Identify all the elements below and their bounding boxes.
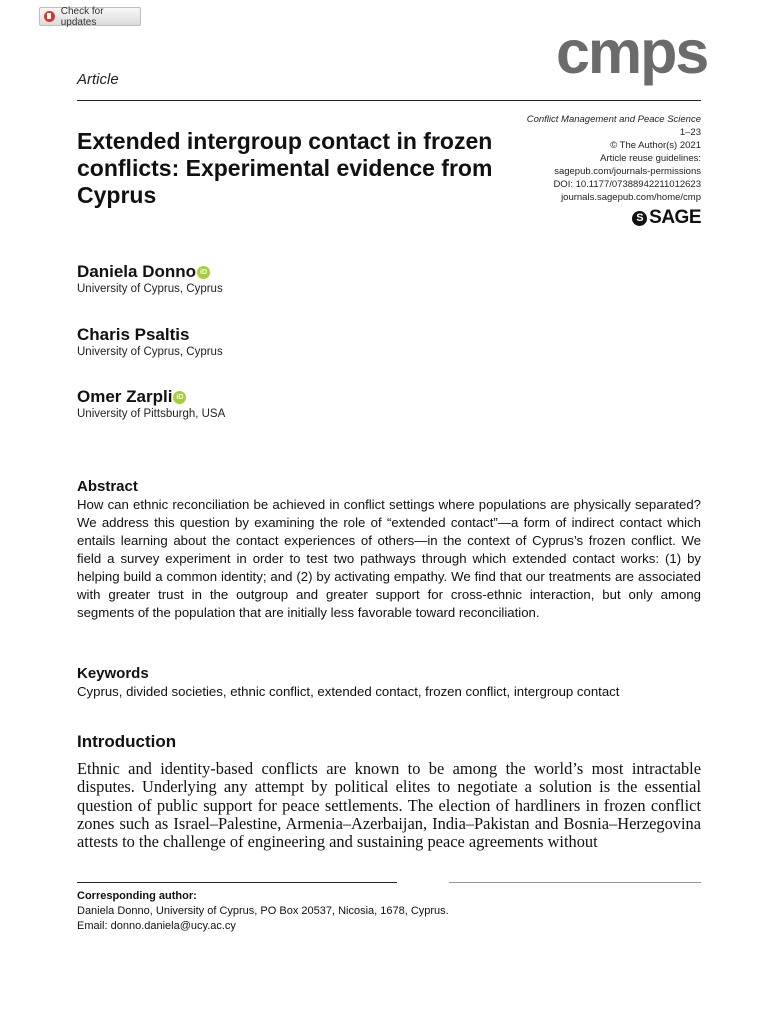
doi-link[interactable]: DOI: 10.1177/07388942211012623	[553, 179, 701, 190]
keywords-heading: Keywords	[77, 665, 149, 682]
corresponding-author-label: Corresponding author:	[77, 890, 197, 902]
journal-home-link[interactable]: journals.sagepub.com/home/cmp	[561, 192, 701, 203]
author-affiliation: University of Cyprus, Cyprus	[77, 346, 223, 358]
author-name: Charis Psaltis	[77, 325, 190, 344]
introduction-heading: Introduction	[77, 732, 177, 751]
reuse-label: Article reuse guidelines:	[600, 153, 701, 164]
article-type-label: Article	[77, 71, 119, 88]
check-for-updates-label: Check for updates	[60, 5, 104, 28]
reuse-link[interactable]: sagepub.com/journals-permissions	[554, 166, 701, 177]
author-block	[77, 262, 223, 295]
author-name: Daniela Donno	[77, 262, 197, 281]
sage-logo	[632, 207, 701, 229]
keywords-text: Cyprus, divided societies, ethnic conflict, extended contact, frozen conflict, intergroup contact	[77, 684, 620, 699]
journal-meta	[471, 113, 701, 204]
abstract-text: How can ethnic reconciliation be achieved in conflict settings where populations are physically separated? We address this question by examining the role of “extended contact”—a form of indirect contact which entails learning about the contact experiences of others—in the context of Cyprus’s frozen conflict. We field a survey experiment in order to test two pathways through which extended contact works: (1) by helping build a common identity; and (2) by activating empathy. We find that our treatments are associated with greater trust in the outgroup and greater support for cross-ethnic interaction, but only among segments of the population that are initially less favorable toward reconciliation.	[77, 497, 701, 620]
author-name-row	[77, 262, 223, 282]
abstract-heading: Abstract	[77, 478, 138, 495]
journal-logo: cmps	[556, 18, 708, 86]
check-for-updates-button[interactable]	[39, 7, 141, 26]
author-block	[77, 325, 223, 358]
author-name: Omer Zarpli	[77, 387, 173, 406]
publisher-name: SAGE	[649, 207, 701, 228]
author-name-row	[77, 387, 225, 407]
author-affiliation: University of Cyprus, Cyprus	[77, 283, 223, 295]
introduction-text: Ethnic and identity-based conflicts are known to be among the world’s most intractable disputes. Underlying any attempt by political elites to negotiate a solution is the essential question of public support for peace settlements. The election of hardliners in frozen conflict zones such as Israel–Palestine, Armenia–Azerbaijan, India–Pakistan and Bosnia–Herzegovina attests to the challenge of engineering and sustaining peace agreements without	[77, 759, 701, 852]
corresponding-author-address: Daniela Donno, University of Cyprus, PO Box 20537, Nicosia, 1678, Cyprus.	[77, 905, 449, 917]
journal-name: Conflict Management and Peace Science	[526, 114, 701, 125]
paper-title: Extended intergroup contact in frozen conflicts: Experimental evidence from Cyprus	[77, 128, 493, 208]
author-name-row	[77, 325, 223, 345]
header-divider	[77, 100, 701, 101]
corresponding-author-email[interactable]: Email: donno.daniela@ucy.ac.cy	[77, 920, 236, 932]
footnote-divider	[449, 882, 701, 883]
sage-logo-icon: S	[632, 211, 647, 226]
crossmark-icon	[44, 11, 55, 22]
author-affiliation: University of Pittsburgh, USA	[77, 408, 226, 420]
author-block	[77, 387, 225, 420]
page-range: 1–23	[679, 127, 701, 138]
footnote-divider	[77, 882, 397, 883]
orcid-icon[interactable]: iD	[173, 391, 186, 404]
corresponding-author-footnote	[77, 889, 701, 934]
copyright: © The Author(s) 2021	[610, 140, 701, 151]
orcid-icon[interactable]: iD	[197, 266, 210, 279]
